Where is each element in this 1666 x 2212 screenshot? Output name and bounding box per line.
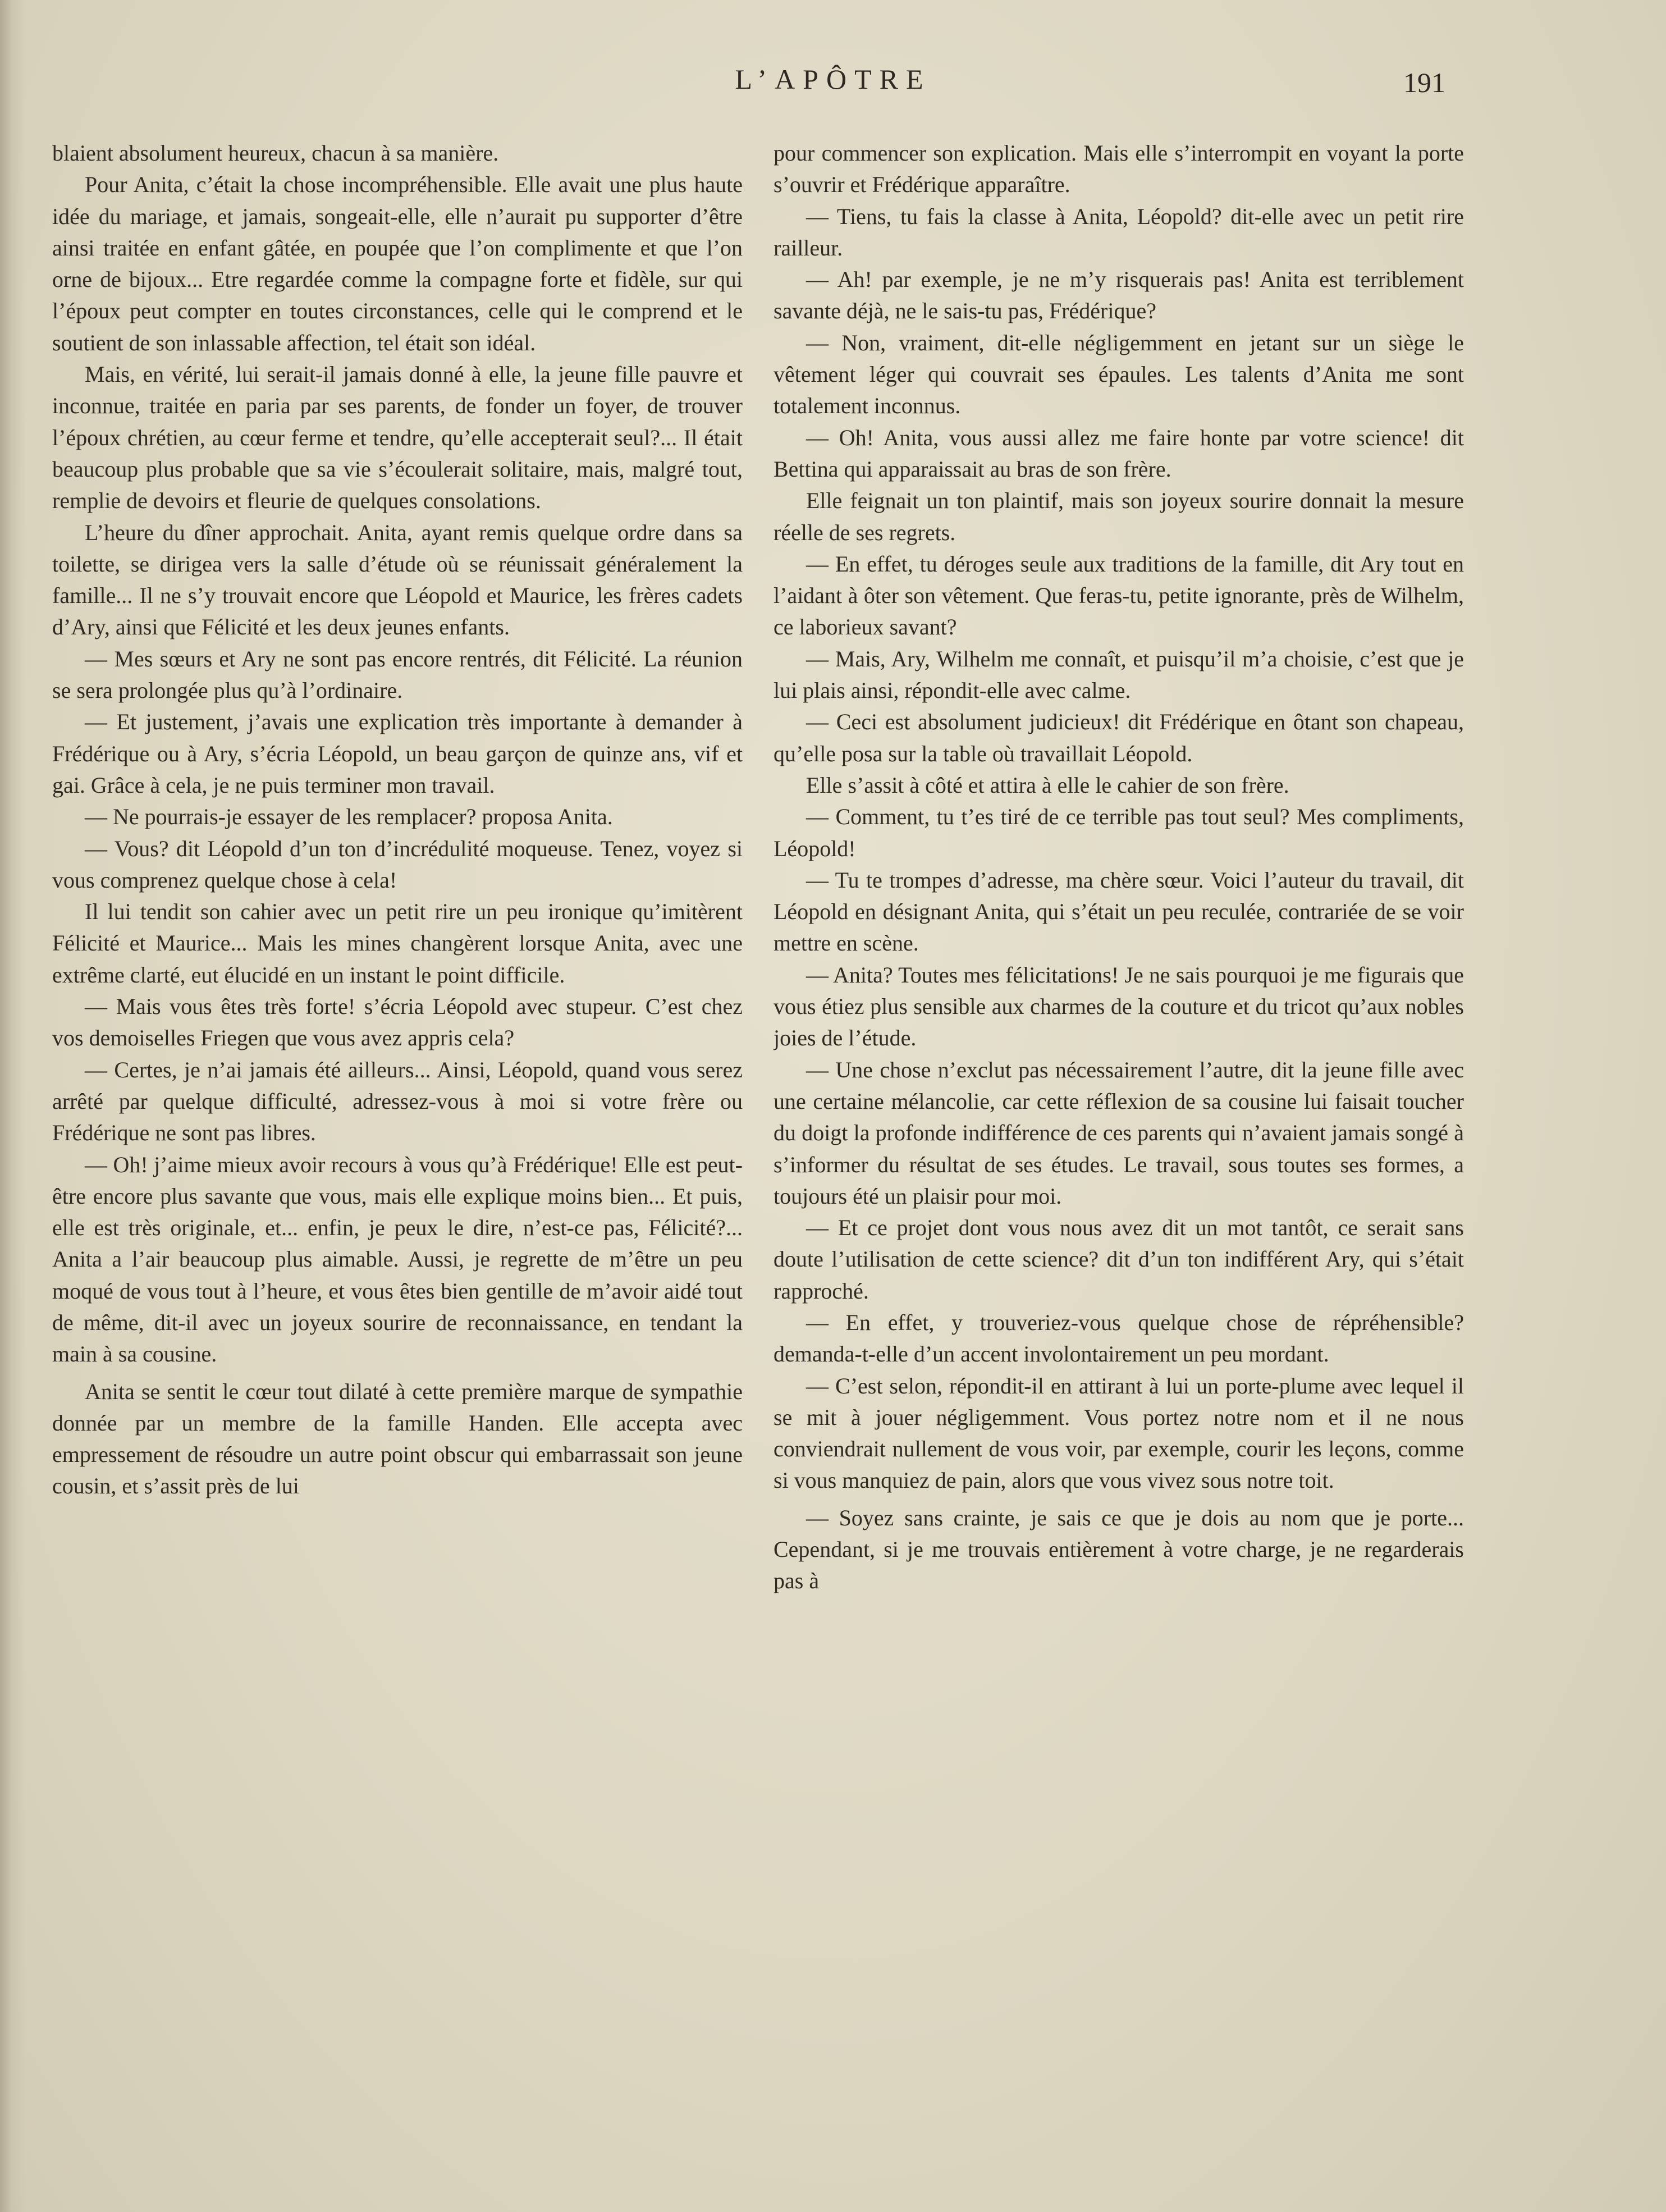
paragraph: — Et ce projet dont vous nous avez dit un mot tantôt, ce serait sans doute l’utilisation de cette science? dit d’un ton indifférent Ary, qui s’était rapproché.	[774, 1215, 1464, 1304]
paragraph: Mais, en vérité, lui serait-il jamais donné à elle, la jeune fille pauvre et inconnue, traitée en paria par ses parents, de fonder un foyer, de trouver l’époux chrétien, au cœur ferme et tendre, qu’elle accepterait seul?... Il était beaucoup plus probable que sa vie s’écoulerait solitaire, mais, malgré tout, remplie de devoirs et fleurie de quelques consolations.	[52, 362, 743, 514]
paragraph: — Soyez sans crainte, je sais ce que je dois au nom que je porte... Cependant, si je me trouvais entièrement à votre charge, je ne regarderais pas à	[774, 1505, 1464, 1594]
paragraph: Anita se sentit le cœur tout dilaté à cette première marque de sympathie donnée par un membre de la famille Handen. Elle accepta avec empressement de résoudre un autre point obscur qui embarrassait son jeune cousin, et s’assit près de lui	[52, 1378, 743, 1499]
paragraph: — Mais vous êtes très forte! s’écria Léopold avec stupeur. C’est chez vos demoiselles Friegen que vous avez appris cela?	[52, 994, 743, 1051]
paragraph: — Mais, Ary, Wilhelm me connaît, et puisqu’il m’a choisie, c’est que je lui plais ainsi, répondit-elle avec calme.	[774, 646, 1464, 703]
paragraph: — Une chose n’exclut pas nécessairement l’autre, dit la jeune fille avec une certaine mélancolie, car cette réflexion de sa cousine lui faisait toucher du doigt la profonde indifférence de ces parents qui n’avaient jamais songé à s’informer du résultat de ses études. Le travail, sous toutes ses formes, a toujours été un plaisir pour moi.	[774, 1057, 1464, 1209]
paragraph: Pour Anita, c’était la chose incompréhensible. Elle avait une plus haute idée du mariage, et jamais, songeait-elle, elle n’aurait pu supporter d’être ainsi traitée en enfant gâtée, en poupée que l’on complimente et que l’on orne de bijoux... Etre regardée comme la compagne forte et fidèle, sur qui l’époux peut compter en toutes circonstances, celle qui le comprend et le soutient de son inlassable affection, tel était son idéal.	[52, 172, 743, 355]
paragraph: Elle feignait un ton plaintif, mais son joyeux sourire donnait la mesure réelle de ses regrets.	[774, 488, 1464, 545]
page-number: 191	[1403, 67, 1445, 98]
text-column-right	[774, 138, 1464, 2136]
paragraph: — En effet, y trouveriez-vous quelque chose de répréhensible? demanda-t-elle d’un accent involontairement un peu mordant.	[774, 1309, 1464, 1367]
running-title: L’APÔTRE	[735, 63, 931, 95]
paragraph: — Oh! j’aime mieux avoir recours à vous qu’à Frédérique! Elle est peut-être encore plus savante que vous, mais elle explique moins bien... Et puis, elle est très originale, et... enfin, je peux le dire, n’est-ce pas, Félicité?... Anita a l’air beaucoup plus aimable. Aussi, je regrette de m’être un peu moqué de vous tout à l’heure, et vous êtes bien gentille de m’avoir aidé tout de même, dit-il avec un joyeux sourire de reconnaissance, en tendant la main à sa cousine.	[52, 1151, 743, 1367]
paragraph: — En effet, tu déroges seule aux traditions de la famille, dit Ary tout en l’aidant à ôter son vêtement. Que feras-tu, petite ignorante, près de Wilhelm, ce laborieux savant?	[774, 551, 1464, 640]
paragraph: — Ah! par exemple, je ne m’y risquerais pas! Anita est terriblement savante déjà, ne le sais-tu pas, Frédérique?	[774, 267, 1464, 324]
paragraph: — C’est selon, répondit-il en attirant à lui un porte-plume avec lequel il se mit à jouer négligemment. Vous portez notre nom et il ne nous conviendrait nullement de vous voir, par exemple, courir les leçons, comme si vous manquiez de pain, alors que vous vivez sous notre toit.	[774, 1373, 1464, 1493]
paragraph: — Comment, tu t’es tiré de ce terrible pas tout seul? Mes compliments, Léopold!	[774, 804, 1464, 861]
paragraph: Il lui tendit son cahier avec un petit rire un peu ironique qu’imitèrent Félicité et Maurice... Mais les mines changèrent lorsque Anita, avec une extrême clarté, eut élucidé en un instant le point difficile.	[52, 899, 743, 988]
paragraph: — Anita? Toutes mes félicitations! Je ne sais pourquoi je me figurais que vous étiez plus sensible aux charmes de la couture et du tricot qu’aux nobles joies de l’étude.	[774, 962, 1464, 1051]
paragraph: — Oh! Anita, vous aussi allez me faire honte par votre science! dit Bettina qui apparaissait au bras de son frère.	[774, 424, 1464, 482]
paragraph: — Certes, je n’ai jamais été ailleurs... Ainsi, Léopold, quand vous serez arrêté par quelque difficulté, adressez-vous à moi si votre frère ou Frédérique ne sont pas libres.	[52, 1057, 743, 1146]
text-column-left	[52, 138, 743, 2136]
paragraph: — Et justement, j’avais une explication très importante à demander à Frédérique ou à Ary, s’écria Léopold, un beau garçon de quinze ans, vif et gai. Grâce à cela, je ne puis terminer mon travail.	[52, 709, 743, 798]
paragraph: Elle s’assit à côté et attira à elle le cahier de son frère.	[806, 772, 1289, 798]
paragraph: — Ne pourrais-je essayer de les remplacer? proposa Anita.	[85, 804, 613, 830]
paragraph: — Non, vraiment, dit-elle négligemment en jetant sur un siège le vêtement léger qui couvrait ses épaules. Les talents d’Anita me sont totalement inconnus.	[774, 330, 1464, 419]
paragraph: blaient absolument heureux, chacun à sa manière.	[52, 140, 499, 166]
paragraph: — Vous? dit Léopold d’un ton d’incrédulité moqueuse. Tenez, voyez si vous comprenez quelque chose à cela!	[52, 835, 743, 893]
paragraph: — Mes sœurs et Ary ne sont pas encore rentrés, dit Félicité. La réunion se sera prolongée plus qu’à l’ordinaire.	[52, 646, 743, 703]
paragraph: — Ceci est absolument judicieux! dit Frédérique en ôtant son chapeau, qu’elle posa sur la table où travaillait Léopold.	[774, 709, 1464, 766]
paragraph: — Tu te trompes d’adresse, ma chère sœur. Voici l’auteur du travail, dit Léopold en désignant Anita, qui s’était un peu reculée, contrariée de se voir mettre en scène.	[774, 867, 1464, 956]
paragraph: — Tiens, tu fais la classe à Anita, Léopold? dit-elle avec un petit rire railleur.	[774, 203, 1464, 260]
paragraph: pour commencer son explication. Mais elle s’interrompit en voyant la porte s’ouvrir et Frédérique apparaître.	[774, 140, 1464, 198]
binding-shadow	[0, 0, 26, 2212]
paragraph: L’heure du dîner approchait. Anita, ayant remis quelque ordre dans sa toilette, se dirigea vers la salle d’étude où se réunissait généralement la famille... Il ne s’y trouvait encore que Léopold et Maurice, les frères cadets d’Ary, ainsi que Félicité et les deux jeunes enfants.	[52, 519, 743, 640]
